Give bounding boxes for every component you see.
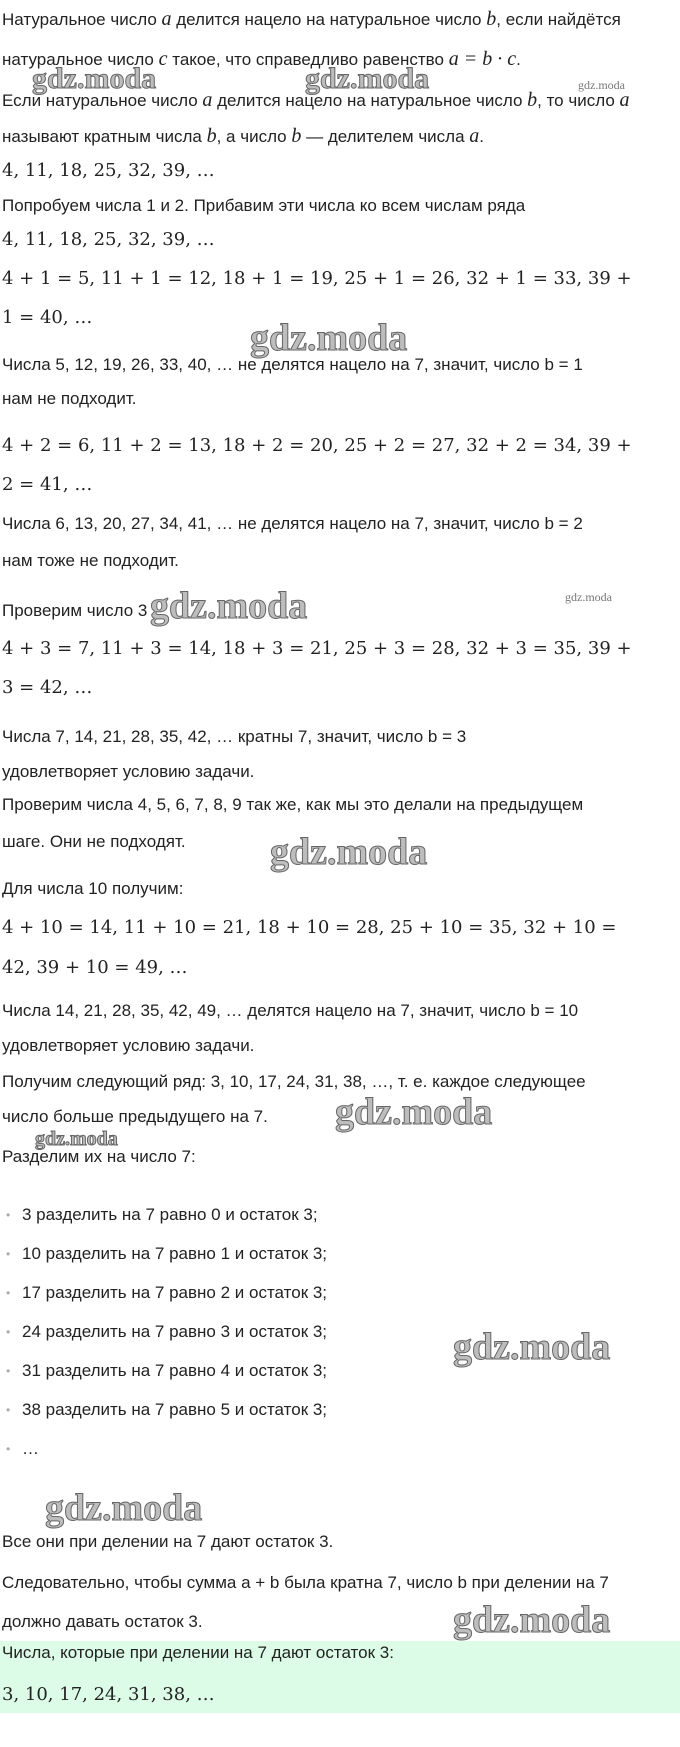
text: , то число [537, 91, 615, 110]
paragraph: шаге. Они не подходят. [2, 832, 186, 851]
math-var: a [469, 125, 480, 147]
watermark: gdz.moda [453, 1599, 611, 1641]
watermark: gdz.moda [335, 1091, 493, 1133]
math-var: b [206, 125, 217, 147]
watermark: gdz.moda [578, 78, 625, 92]
list-item: • 3 разделить на 7 равно 0 и остаток 3; [22, 1203, 318, 1227]
paragraph: Разделим их на число 7: [2, 1147, 196, 1166]
paragraph: Числа 14, 21, 28, 35, 42, 49, … делятся нацело на 7, значит, число b = 10 [2, 1001, 579, 1020]
equation-line: 2 = 41, … [2, 474, 93, 495]
text: натуральное число [2, 50, 154, 69]
text: называют кратным числа [2, 127, 202, 146]
text: — делителем числа [306, 127, 465, 146]
paragraph: Проверим числа 4, 5, 6, 7, 8, 9 так же, как мы это делали на предыдущем [2, 795, 584, 814]
paragraph: число больше предыдущего на 7. [2, 1107, 268, 1126]
paragraph: нам не подходит. [2, 389, 137, 408]
watermark: gdz.moda [250, 317, 408, 359]
math-var: a [619, 89, 630, 111]
text: , а число [216, 127, 287, 146]
equation-line: 4 + 1 = 5, 11 + 1 = 12, 18 + 1 = 19, 25 + 1 = 26, 32 + 1 = 33, 39 + [2, 268, 632, 289]
watermark: gdz.moda [305, 62, 430, 95]
equation-line: 3 = 42, … [2, 677, 93, 698]
math-var: b [527, 89, 538, 111]
text: . [516, 50, 521, 69]
paragraph: Попробуем числа 1 и 2. Прибавим эти числа ко всем числам ряда [2, 196, 526, 215]
paragraph: Следовательно, чтобы сумма a + b была кратна 7, число b при делении на 7 [2, 1573, 609, 1592]
paragraph: Числа 6, 13, 20, 27, 34, 41, … не делятся нацело на 7, значит, число b = 2 [2, 514, 583, 533]
equation-line: 4 + 10 = 14, 11 + 10 = 21, 18 + 10 = 28, 25 + 10 = 35, 32 + 10 = [2, 917, 617, 938]
list-item: • … [22, 1437, 39, 1461]
paragraph: нам тоже не подходит. [2, 551, 179, 570]
paragraph: Числа 5, 12, 19, 26, 33, 40, … не делятся нацело на 7, значит, число b = 1 [2, 355, 583, 374]
list-item: • 38 разделить на 7 равно 5 и остаток 3; [22, 1398, 327, 1422]
definition-line-4 [2, 124, 484, 149]
text: Натуральное число [2, 10, 157, 29]
definition-line-1 [2, 7, 621, 32]
list-item: • 24 разделить на 7 равно 3 и остаток 3; [22, 1320, 327, 1344]
text: делится нацело на натуральное число [217, 91, 523, 110]
watermark: gdz.moda [453, 1326, 611, 1368]
list-item: • 10 разделить на 7 равно 1 и остаток 3; [22, 1242, 327, 1266]
watermark: gdz.moda [150, 585, 308, 627]
watermark: gdz.moda [45, 1487, 203, 1529]
watermark: gdz.moda [32, 62, 157, 95]
paragraph: должно давать остаток 3. [2, 1612, 203, 1631]
math-eq: a = b · c [448, 48, 517, 70]
math-var: b [486, 8, 497, 30]
text: , если найдётся [496, 10, 621, 29]
math-var: a [161, 8, 172, 30]
paragraph: Получим следующий ряд: 3, 10, 17, 24, 31, 38, …, т. е. каждое следующее [2, 1072, 586, 1091]
list-item: • 31 разделить на 7 равно 4 и остаток 3; [22, 1359, 327, 1383]
equation-line: 4 + 3 = 7, 11 + 3 = 14, 18 + 3 = 21, 25 + 3 = 28, 32 + 3 = 35, 39 + [2, 638, 632, 659]
answer-label: Числа, которые при делении на 7 дают остаток 3: [2, 1643, 394, 1662]
list-item: • 17 разделить на 7 равно 2 и остаток 3; [22, 1281, 327, 1305]
sequence: 4, 11, 18, 25, 32, 39, … [2, 229, 215, 250]
math-var: a [202, 89, 213, 111]
sequence: 4, 11, 18, 25, 32, 39, … [2, 160, 215, 181]
equation-line: 4 + 2 = 6, 11 + 2 = 13, 18 + 2 = 20, 25 + 2 = 27, 32 + 2 = 34, 39 + [2, 435, 632, 456]
paragraph: Все они при делении на 7 дают остаток 3. [2, 1532, 334, 1551]
math-var: c [158, 48, 168, 70]
definition-line-3 [2, 88, 630, 113]
text: Если натуральное число [2, 91, 198, 110]
text: . [479, 127, 485, 146]
text: такое, что справедливо равенство [172, 50, 444, 69]
paragraph: Проверим число 3 [2, 601, 148, 620]
paragraph: Для числа 10 получим: [2, 879, 184, 898]
equation-line: 42, 39 + 10 = 49, … [2, 957, 188, 978]
math-var: b [291, 125, 302, 147]
watermark: gdz.moda [35, 1128, 118, 1150]
paragraph: удовлетворяет условию задачи. [2, 762, 255, 781]
text: делится нацело на натуральное число [176, 10, 482, 29]
paragraph: Числа 7, 14, 21, 28, 35, 42, … кратны 7, значит, число b = 3 [2, 727, 467, 746]
paragraph: удовлетворяет условию задачи. [2, 1036, 255, 1055]
watermark: gdz.moda [565, 590, 612, 604]
watermark: gdz.moda [270, 831, 428, 873]
answer-sequence: 3, 10, 17, 24, 31, 38, … [2, 1684, 215, 1705]
equation-line: 1 = 40, … [2, 307, 93, 328]
